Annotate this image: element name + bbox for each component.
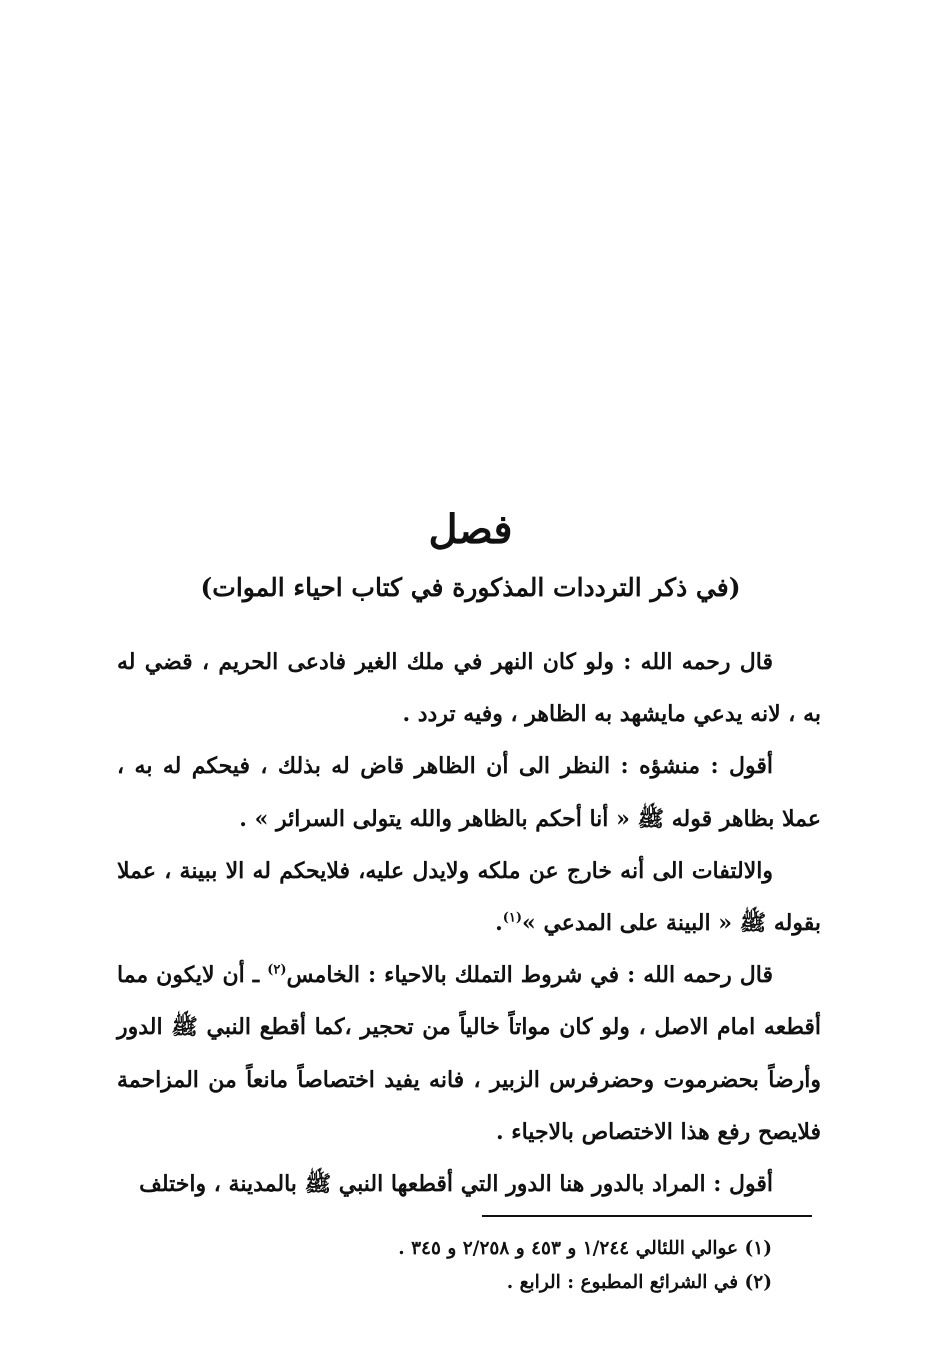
paragraph-text: قال رحمه الله : ولو كان النهر في ملك الغير فادعى الحريم ، قضي له به ، لانه يدعي مايشهد به الظاهر ، وفيه تردد . (117, 649, 821, 728)
footnote-divider (482, 1215, 812, 1217)
paragraph-text: أقول : المراد بالدور هنا الدور التي أقطعها النبي ﷺ بالمدينة ، واختلف (139, 1171, 773, 1198)
section-subtitle: (في ذكر الترددات المذكورة في كتاب احياء الموات) (200, 573, 741, 602)
footnotes (117, 1232, 772, 1300)
paragraph-text: قال رحمه الله : في شروط التملك بالاحياء : الخامس (286, 962, 773, 989)
paragraph (117, 845, 821, 949)
paragraph-text: أقول : منشؤه : النظر الى أن الظاهر قاض له بذلك ، فيحكم له به ، عملا بظاهر قوله ﷺ « أنا أحكم بالظاهر والله يتولى السرائر » . (117, 753, 821, 832)
paragraph-text-continued: ـ أن لايكون مما أقطعه امام الاصل ، ولو كان مواتاً خالياً من تحجير ،كما أقطع النبي ﷺ الدور وأرضاً بحضرموت وحضرفرس الزبير ، فانه يفيد اختصاصاً مانعاً من المزاحمة فلايصح رفع هذا الاختصاص بالاجياء . (117, 962, 821, 1145)
paragraph (117, 949, 821, 1158)
paragraph (117, 636, 821, 740)
footnote: (٢) في الشرائع المطبوع : الرابع . (506, 1272, 772, 1293)
footnote-reference: (٢) (267, 962, 287, 978)
footnote: (١) عوالي اللئالي ١/٢٤٤ و ٤٥٣ و ٢/٢٥٨ و ٣٤٥ . (398, 1238, 772, 1259)
section-title: فصل (428, 506, 513, 553)
body-text (117, 636, 821, 1210)
paragraph (117, 740, 821, 844)
paragraph (117, 1158, 821, 1210)
paragraph-text-continued: . (495, 910, 503, 937)
footnote-reference: (١) (502, 910, 523, 926)
paragraph-text: والالتفات الى أنه خارج عن ملكه ولايدل عليه، فلايحكم له الا ببينة ، عملا بقوله ﷺ « البينة على المدعي » (117, 857, 821, 937)
